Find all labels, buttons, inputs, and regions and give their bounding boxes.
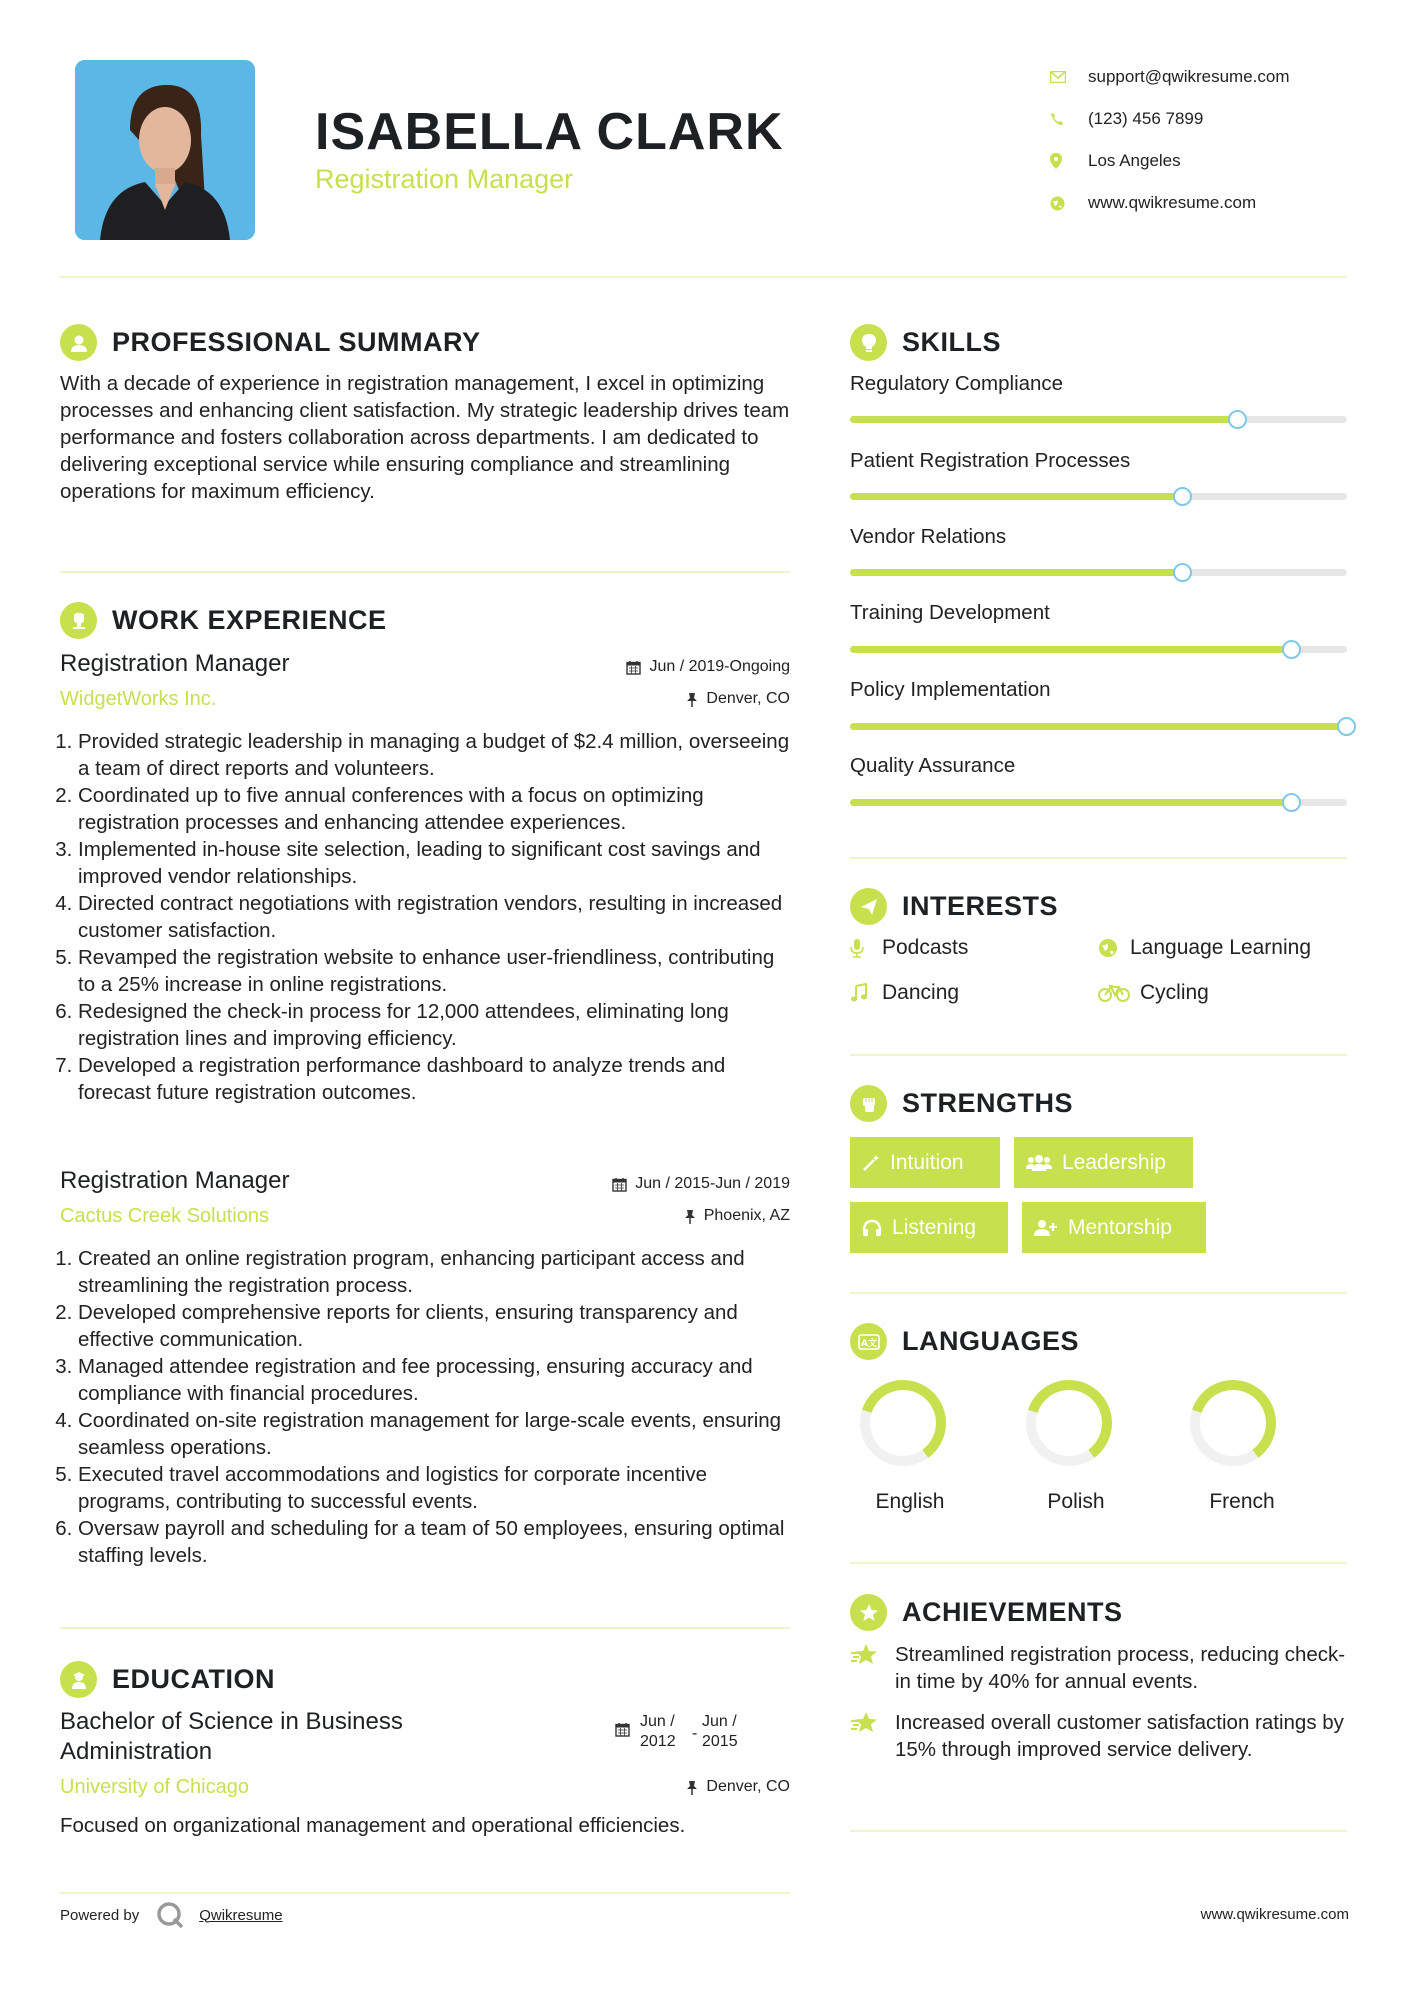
languages-header: [850, 1323, 1079, 1360]
contact-email-text: support@qwikresume.com: [1088, 67, 1290, 86]
list-item: 4. Directed contract negotiations with registration vendors, resulting in increased customer satisfaction.: [78, 890, 795, 944]
candidate-name: ISABELLA CLARK: [315, 103, 784, 161]
achievements-heading: ACHIEVEMENTS: [902, 1597, 1123, 1627]
education-end-month: Jun /: [702, 1713, 737, 1730]
qwikresume-link[interactable]: Qwikresume: [199, 1906, 283, 1924]
strength-label: Mentorship: [1068, 1215, 1172, 1239]
skill-bar-fill: [850, 493, 1183, 500]
list-item: 1. Created an online registration program, enhancing participant access and streamlining the registration process.: [78, 1245, 795, 1299]
degree-title: Bachelor of Science in Business Administration: [60, 1708, 403, 1765]
job-dates-text: Jun / 2015-Jun / 2019: [635, 1175, 790, 1192]
job-bullets: [60, 1245, 795, 1569]
summary-header: [60, 324, 481, 361]
skill-label: Policy Implementation: [850, 678, 1051, 701]
list-item: 3. Managed attendee registration and fee processing, ensuring accuracy and compliance with financial procedures.: [78, 1353, 795, 1407]
education-start-month: Jun /: [640, 1713, 675, 1730]
users-icon: [1026, 1154, 1052, 1172]
interest-item: [850, 981, 959, 1005]
summary-heading: PROFESSIONAL SUMMARY: [112, 327, 481, 357]
strength-tag: [850, 1137, 1000, 1188]
job-title: Registration Manager: [60, 1167, 290, 1194]
education-date-separator: -: [692, 1725, 698, 1742]
achievement-text: Increased overall customer satisfaction ratings by 15% through improved service delivery.: [895, 1711, 1344, 1761]
skill-bar-knob: [1282, 640, 1301, 659]
achievement-item: [850, 1641, 1350, 1695]
skill-bar-fill: [850, 646, 1292, 653]
interest-item: [1098, 981, 1209, 1005]
pushpin-icon: [686, 692, 698, 707]
skill-bar: [850, 646, 1347, 653]
paper-plane-icon: [850, 888, 887, 925]
pushpin-icon: [686, 1780, 698, 1795]
graduate-icon: [60, 1661, 97, 1698]
skill-bar-knob: [1173, 487, 1192, 506]
skill-label: Patient Registration Processes: [850, 449, 1131, 472]
headphones-icon: [862, 1219, 882, 1237]
skill-label: Quality Assurance: [850, 754, 1016, 777]
list-item: 2. Developed comprehensive reports for clients, ensuring transparency and effective communication.: [78, 1299, 795, 1353]
experience-header: [60, 602, 387, 639]
strength-label: Leadership: [1062, 1150, 1166, 1174]
interest-label: Cycling: [1140, 981, 1209, 1004]
contact-phone[interactable]: [1050, 98, 1380, 140]
header-divider: [60, 276, 1347, 278]
calendar-icon: [615, 1722, 630, 1737]
education-header: [60, 1661, 275, 1698]
language-ring-arc: [1197, 1385, 1271, 1454]
svg-text:A文: A文: [860, 1338, 877, 1349]
candidate-title: Registration Manager: [315, 164, 574, 194]
job-dates: [490, 1175, 790, 1193]
job-company: Cactus Creek Solutions: [60, 1205, 269, 1227]
job-dates-text: Jun / 2019-Ongoing: [649, 658, 790, 675]
fist-icon: [850, 1085, 887, 1122]
interest-label: Language Learning: [1130, 936, 1312, 959]
job-location: [490, 1207, 790, 1225]
achievements-divider: [850, 1830, 1347, 1832]
magic-wand-icon: [862, 1154, 880, 1172]
envelope-icon: [1050, 71, 1088, 83]
language-label: English: [875, 1490, 945, 1513]
skills-heading: SKILLS: [902, 327, 1002, 357]
globe-icon: [1098, 938, 1130, 958]
skill-bar-knob: [1282, 793, 1301, 812]
star-badge-icon: [850, 1594, 887, 1631]
job-company: WidgetWorks Inc.: [60, 688, 217, 710]
user-icon: [60, 324, 97, 361]
language-label: French: [1209, 1490, 1275, 1513]
strength-label: Intuition: [890, 1150, 964, 1174]
profile-photo: [75, 60, 255, 240]
skill-bar-fill: [850, 723, 1347, 730]
skills-header: [850, 324, 1001, 361]
skill-bar: [850, 416, 1347, 423]
list-item: 7. Developed a registration performance dashboard to analyze trends and forecast future registration outcomes.: [78, 1052, 795, 1106]
strength-label: Listening: [892, 1215, 977, 1239]
experience-divider: [60, 1627, 790, 1629]
skill-bar: [850, 799, 1347, 806]
list-item: 4. Coordinated on-site registration management for large-scale events, ensuring seamless operations.: [78, 1407, 795, 1461]
education-end-year: 2015: [702, 1733, 738, 1750]
footer-website[interactable]: www.qwikresume.com: [1200, 1906, 1349, 1923]
skill-bar-knob: [1228, 410, 1247, 429]
contact-location: [1050, 140, 1380, 182]
user-plus-icon: [1034, 1219, 1058, 1237]
skill-bar: [850, 569, 1347, 576]
powered-by-label: Powered by: [60, 1906, 140, 1924]
summary-divider: [60, 571, 790, 573]
phone-icon: [1050, 112, 1088, 126]
education-dates: [615, 1712, 738, 1752]
skill-bar-knob: [1173, 563, 1192, 582]
qwikresume-logo-icon: [155, 1900, 185, 1930]
achievement-text: Streamlined registration process, reducing check-in time by 40% for annual events.: [895, 1643, 1346, 1693]
list-item: 6. Oversaw payroll and scheduling for a team of 50 employees, ensuring optimal staffing levels.: [78, 1515, 795, 1569]
pushpin-icon: [684, 1209, 696, 1224]
contact-phone-text: (123) 456 7899: [1088, 109, 1204, 128]
experience-heading: WORK EXPERIENCE: [112, 605, 387, 635]
interests-divider: [850, 1054, 1347, 1056]
contact-website-text: www.qwikresume.com: [1088, 193, 1257, 212]
job-location: [490, 690, 790, 708]
strength-tag: [1014, 1137, 1193, 1188]
language-ring: [1024, 1378, 1114, 1468]
languages-divider: [850, 1562, 1347, 1564]
interest-label: Podcasts: [882, 936, 969, 959]
interest-item: [850, 936, 968, 960]
language-ring: [1188, 1378, 1278, 1468]
footer-powered-by: [60, 1900, 283, 1930]
contact-location-text: Los Angeles: [1088, 151, 1181, 170]
strengths-header: [850, 1085, 1073, 1122]
skill-bar: [850, 723, 1347, 730]
language-icon: [850, 1323, 887, 1360]
language-ring-arc: [1033, 1385, 1107, 1454]
list-item: 3. Implemented in-house site selection, leading to significant cost savings and improved vendor relationships.: [78, 836, 795, 890]
job-bullets: [60, 728, 795, 1106]
job-location-text: Denver, CO: [706, 690, 790, 707]
star-icon: [850, 1641, 895, 1695]
list-item: 1. Provided strategic leadership in managing a budget of $2.4 million, overseeing a team of direct reports and volunteers.: [78, 728, 795, 782]
list-item: 5. Executed travel accommodations and logistics for corporate incentive programs, contributing to successful events.: [78, 1461, 795, 1515]
education-start-date: [640, 1712, 692, 1752]
list-item: 5. Revamped the registration website to enhance user-friendliness, contributing to a 25% increase in online registrations.: [78, 944, 795, 998]
calendar-icon: [626, 660, 641, 675]
language-label: Polish: [1047, 1490, 1105, 1513]
languages-heading: LANGUAGES: [902, 1326, 1080, 1356]
microphone-icon: [850, 938, 882, 958]
contact-list: [1050, 56, 1380, 224]
strengths-divider: [850, 1292, 1347, 1294]
achievements-header: [850, 1594, 1123, 1631]
skill-label: Vendor Relations: [850, 525, 1007, 548]
lightbulb-icon: [850, 324, 887, 361]
calendar-icon: [612, 1177, 627, 1192]
job-title: Registration Manager: [60, 650, 290, 677]
strength-tag: [850, 1202, 1008, 1253]
skill-bar-fill: [850, 416, 1238, 423]
interest-label: Dancing: [882, 981, 960, 1004]
job-dates: [490, 658, 790, 676]
language-ring: [858, 1378, 948, 1468]
education-end-date: [702, 1712, 738, 1752]
achievement-item: [850, 1709, 1350, 1763]
skill-bar: [850, 493, 1347, 500]
skill-bar-fill: [850, 799, 1292, 806]
education-location: [490, 1778, 790, 1796]
education-description: Focused on organizational management and operational efficiencies.: [60, 1814, 686, 1837]
school-name: University of Chicago: [60, 1776, 249, 1798]
profile-photo-illustration: [75, 60, 255, 240]
skill-label: Regulatory Compliance: [850, 372, 1064, 395]
skill-label: Training Development: [850, 601, 1050, 624]
education-location-text: Denver, CO: [706, 1778, 790, 1795]
interests-header: [850, 888, 1058, 925]
education-divider: [60, 1892, 790, 1894]
briefcase-icon: [60, 602, 97, 639]
music-note-icon: [850, 983, 882, 1003]
list-item: 2. Coordinated up to five annual conferences with a focus on optimizing registration processes and enhancing attendee experiences.: [78, 782, 795, 836]
interests-heading: INTERESTS: [902, 891, 1059, 921]
job-location-text: Phoenix, AZ: [703, 1207, 790, 1224]
contact-email[interactable]: [1050, 56, 1380, 98]
map-pin-icon: [1050, 153, 1088, 169]
bicycle-icon: [1098, 984, 1140, 1002]
globe-icon: [1050, 196, 1088, 211]
star-icon: [850, 1709, 895, 1763]
strength-tag: [1022, 1202, 1206, 1253]
education-heading: EDUCATION: [112, 1664, 275, 1694]
skills-divider: [850, 857, 1347, 859]
language-ring-arc: [867, 1385, 941, 1454]
list-item: 6. Redesigned the check-in process for 12,000 attendees, eliminating long registration lines and improving efficiency.: [78, 998, 795, 1052]
skill-bar-fill: [850, 569, 1183, 576]
strengths-heading: STRENGTHS: [902, 1088, 1074, 1118]
skill-bar-knob: [1337, 717, 1356, 736]
education-start-year: 2012: [640, 1733, 676, 1750]
contact-website[interactable]: [1050, 182, 1380, 224]
summary-text: With a decade of experience in registration management, I excel in optimizing processes and enhancing client satisfaction. My strategic leadership drives team performance and fosters collaboration across departments. I am dedicated to delivering exceptional service while ensuring compliance and streamlining operations for maximum efficiency.: [60, 372, 790, 503]
interest-item: [1098, 936, 1311, 960]
